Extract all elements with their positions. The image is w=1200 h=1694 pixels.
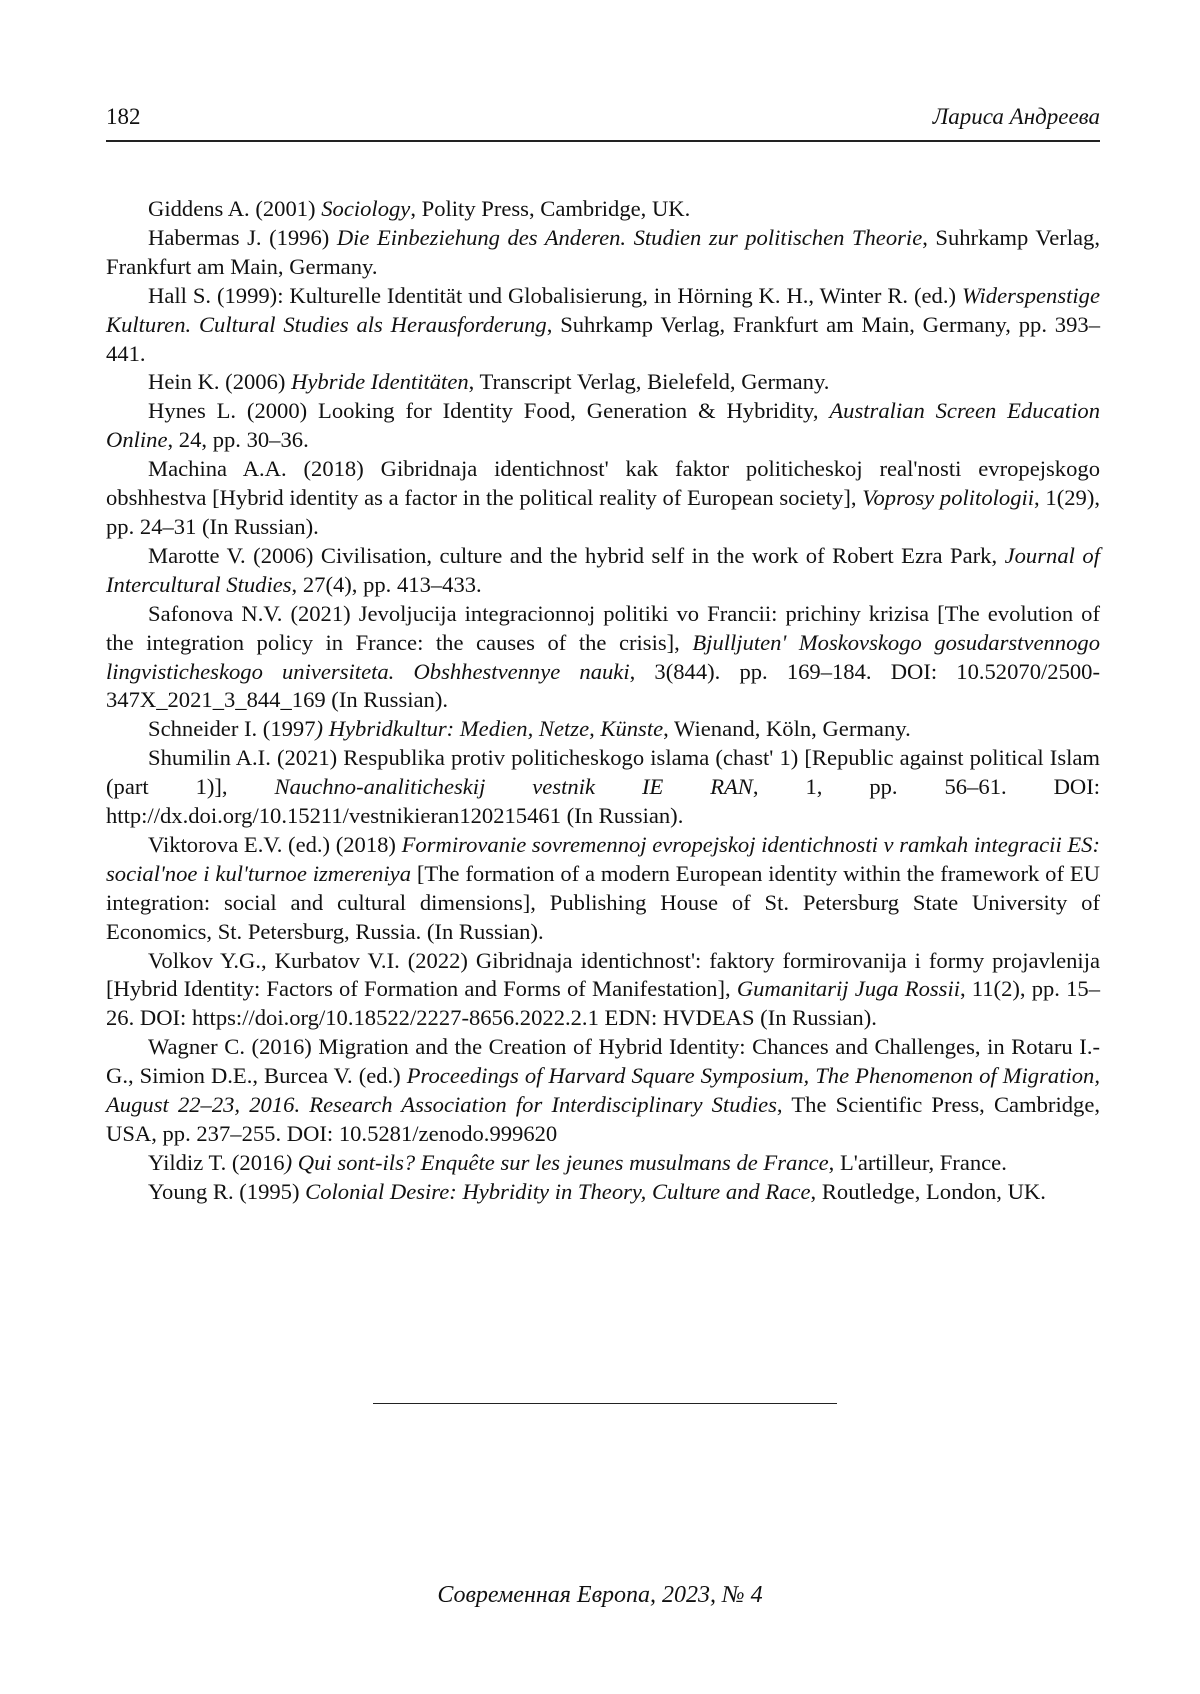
ref-text: , 1, pp. 56–61. DOI: http://dx.doi.org/10.15211/vestnikieran120215461 (In Russian). [106,774,1100,829]
journal-footer: Современная Европа, 2023, № 4 [437,1582,763,1608]
ref-text: , 24, pp. 30–36. [167,427,309,453]
ref-title: Journal of Intercultural Studies [106,542,1100,597]
ref-title: ) Qui sont-ils? Enquête sur les jeunes musulmans de France [284,1149,829,1175]
ref-text: , 3(844). pp. 169–184. DOI: 10.52070/2500-347X_2021_3_844_169 (In Russian). [106,658,1100,713]
reference-item [106,600,1100,716]
ref-text: [The formation of a modern European identity within the framework of EU integration: social and cultural dimensions], Publishing House of St. Petersburg State University of Economics, St. Petersburg, Russia. (In Russian). [106,860,1100,944]
reference-item [106,1033,1100,1149]
ref-text: , Polity Press, Cambridge, UK. [410,196,691,221]
ref-text: Habermas J. (1996) [148,224,337,250]
ref-text: , Routledge, London, UK. [810,1178,1046,1204]
ref-text: Schneider I. (1997 [148,716,316,742]
ref-title: Bjulljuten' Moskovskogo gosudarstvennogo lingvisticheskogo universiteta. Obshhestvennye nauki [106,629,1100,684]
ref-text: Marotte V. (2006) Civilisation, culture and the hybrid self in the work of Robert Ezra Park, [148,542,1005,568]
ref-title: Formirovanie sovremennoj evropejskoj identichnosti v ramkah integracii ES: social'noe i kul'turnoe izmereniya [106,831,1100,886]
ref-title: Hybride Identitäten [291,369,469,395]
reference-item [106,1149,1100,1178]
ref-text: Yildiz T. (2016 [148,1149,285,1175]
ref-text: , Transcript Verlag, Bielefeld, Germany. [468,369,830,395]
reference-item [106,455,1100,542]
ref-text: Giddens A. (2001) [148,196,322,221]
running-title: Лариса Андреева [932,104,1100,129]
ref-title: Gumanitarij Juga Rossii [736,976,960,1002]
ref-text: Hein K. (2006) [148,369,292,395]
ref-text: , Suhrkamp Verlag, Frankfurt am Main, Germany. [106,224,1100,279]
reference-item [106,368,1100,397]
reference-list [106,195,1100,1207]
ref-text: Volkov Y.G., Kurbatov V.I. (2022) Gibridnaja identichnost': faktory formirovanija i formy projavlenija [Hybrid Identity: Factors of Formation and Forms of Manifestation], [106,947,1100,1002]
reference-item [106,831,1100,947]
separator-line [373,1403,837,1404]
reference-item [106,397,1100,455]
reference-item [106,224,1100,282]
ref-title: Nauchno-analiticheskij vestnik IE RAN [274,774,753,800]
page-number: 182 [106,104,141,129]
ref-title: Proceedings of Harvard Square Symposium, The Phenomenon of Migration, August 22–23, 2016. Research Association for Interdisciplinary Studies [106,1063,1100,1118]
ref-text: Hynes L. (2000) Looking for Identity Food, Generation & Hybridity, [148,398,830,424]
reference-item [106,282,1100,369]
ref-text: , 1(29), pp. 24–31 (In Russian). [106,485,1100,539]
reference-item [106,195,1100,224]
ref-text: , Wienand, Köln, Germany. [663,716,911,742]
ref-text: , The Scientific Press, Cambridge, USA, pp. 237–255. DOI: 10.5281/zenodo.999620 [106,1092,1100,1146]
reference-item [106,947,1100,1034]
ref-title: ) Hybridkultur: Medien, Netze, Künste [315,716,664,742]
reference-item [106,1178,1100,1207]
page-header [106,104,1100,142]
ref-text: Wagner C. (2016) Migration and the Creation of Hybrid Identity: Chances and Challenges, in Rotaru I.-G., Simion D.E., Burcea V. (ed.) [106,1034,1100,1089]
ref-text: Hall S. (1999): Kulturelle Identität und Globalisierung, in Hörning K. H., Winter R. (ed.) [148,282,962,308]
ref-title: Australian Screen Education Online [106,398,1100,453]
ref-title: Voprosy politologii [862,485,1035,511]
reference-item [106,715,1100,744]
reference-item [106,542,1100,600]
ref-text: , L'artilleur, France. [828,1149,1007,1175]
ref-text: , 27(4), pp. 413–433. [291,571,482,597]
ref-title: Colonial Desire: Hybridity in Theory, Culture and Race [305,1178,811,1204]
ref-text: Viktorova E.V. (ed.) (2018) [148,831,402,857]
ref-text: Safonova N.V. (2021) Jevoljucija integracionnoj politiki vo Francii: prichiny krizisa [The evolution of the integration policy in France: the causes of the crisis], [106,600,1100,655]
ref-text: , 11(2), pp. 15–26. DOI: https://doi.org/10.18522/2227-8656.2022.2.1 EDN: HVDEAS (In Russian). [106,976,1100,1031]
ref-text: Machina A.A. (2018) Gibridnaja identichnost' kak faktor politicheskoj real'nosti evropejskogo obshhestva [Hybrid identity as a factor in the political reality of European society], [106,456,1100,511]
ref-title: Widerspenstige Kulturen. Cultural Studies als Herausforderung [106,282,1100,337]
reference-item [106,744,1100,831]
ref-text: , Suhrkamp Verlag, Frankfurt am Main, Germany, pp. 393–441. [106,311,1100,366]
ref-text: Shumilin A.I. (2021) Respublika protiv politicheskogo islama (chast' 1) [Republic against political Islam (part 1)], [106,745,1100,800]
ref-text: Young R. (1995) [148,1178,306,1204]
ref-title: Die Einbeziehung des Anderen. Studien zur politischen Theorie [336,224,923,250]
ref-title: Sociology [321,196,411,221]
